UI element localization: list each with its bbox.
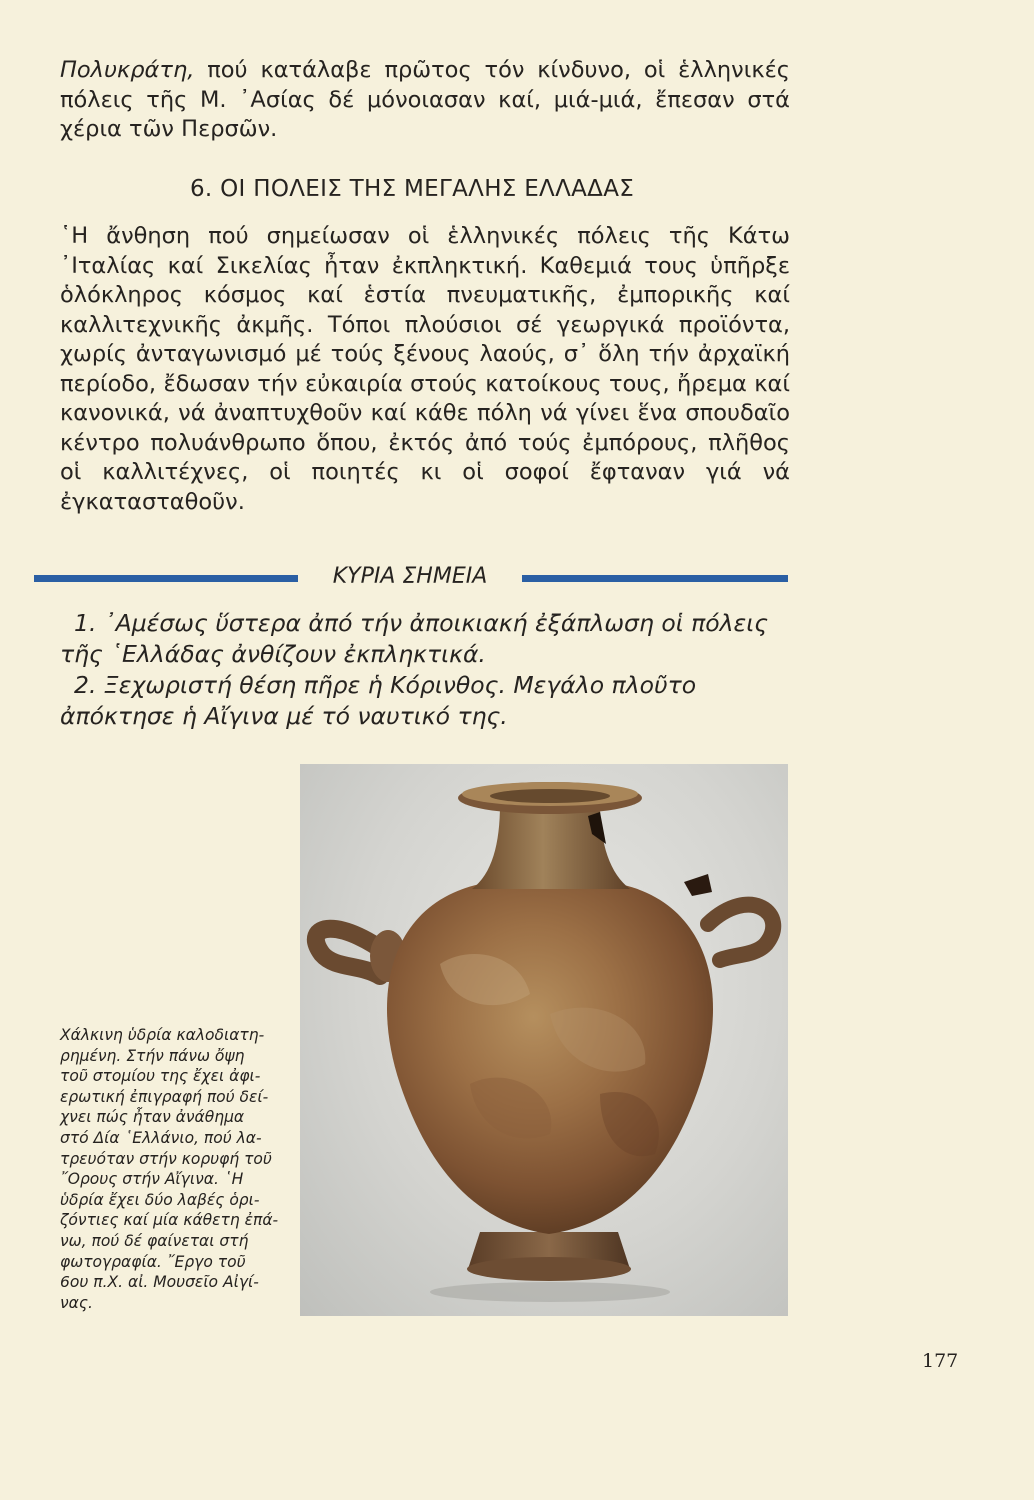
key-points-rule-left	[34, 575, 298, 582]
caption-line: νω, πού δέ φαίνεται στή	[60, 1231, 249, 1250]
page-number: 177	[922, 1350, 959, 1372]
caption-line: ῎Ορους στήν Αἴγινα. ῾Η	[60, 1170, 244, 1189]
caption-line: τοῦ στομίου της ἔχει ἀφι-	[60, 1067, 261, 1086]
caption-line: τρευόταν στήν κορυφή τοῦ	[60, 1149, 272, 1168]
intro-paragraph	[60, 56, 790, 145]
caption-line: ερωτική ἐπιγραφή πού δεί-	[60, 1087, 269, 1106]
key-points-header	[34, 564, 788, 594]
key-point: 2. Ξεχωριστή θέση πῆρε ἡ Κόρινθος. Μεγάλο πλοῦτο ἀπόκτησε ἡ Αἴγινα μέ τό ναυτικό της.	[60, 671, 697, 730]
caption-line: Χάλκινη ὑδρία καλοδιατη-	[60, 1026, 265, 1044]
intro-lead: Πολυκράτη,	[60, 57, 195, 83]
caption-line: ρημένη. Στήν πάνω ὄψη	[60, 1046, 245, 1065]
key-points-title: ΚΥΡΙΑ ΣΗΜΕΙΑ	[332, 564, 488, 589]
hydria-photo	[300, 764, 788, 1316]
intro-rest: πού κατάλαβε πρῶτος τόν κίνδυνο, οἱ ἑλληνικές πόλεις τῆς Μ. ᾿Ασίας δέ μόνοιασαν καί, μιά-μιά, ἔπεσαν στά χέρια τῶν Περσῶν.	[60, 57, 790, 142]
key-point: 1. ᾿Αμέσως ὕστερα ἀπό τήν ἀποικιακή ἐξάπλωση οἱ πόλεις τῆς ῾Ελλάδας ἀνθίζουν ἐκπληκτικά.	[60, 609, 768, 668]
key-points-rule-right	[522, 575, 788, 582]
section-heading: 6. ΟΙ ΠΟΛΕΙΣ ΤΗΣ ΜΕΓΑΛΗΣ ΕΛΛΑΔΑΣ	[190, 176, 635, 202]
bronze-hydria-illustration	[300, 764, 788, 1316]
caption-line: νας.	[60, 1293, 93, 1312]
caption-line: φωτογραφία. ῎Εργο τοῦ	[60, 1252, 246, 1271]
section-body: ῾Η ἄνθηση πού σημείωσαν οἱ ἑλληνικές πόλεις τῆς Κάτω ᾿Ιταλίας καί Σικελίας ἦταν ἐκπληκτική. Καθεμιά τους ὑπῆρξε ὁλόκληρος κόσμος καί ἑστία πνευματικῆς, ἐμπορικῆς καί καλλιτεχνικῆς ἀκμῆς. Τόποι πλούσιοι σέ γεωργικά προϊόντα, χωρίς ἀνταγωνισμό μέ τούς ξένους λαούς, σ᾿ ὅλη τήν ἀρχαϊκή περίοδο, ἔδωσαν τήν εὐκαιρία στούς κατοίκους τους, ἤρεμα καί κανονικά, νά ἀναπτυχθοῦν καί κάθε πόλη νά γίνει ἕνα σπουδαῖο κέντρο πολυάνθρωπο ὅπου, ἐκτός ἀπό τούς ἐμπόρους, πλῆθος οἱ καλλιτέχνες, οἱ ποιητές κι οἱ σοφοί ἔφταναν γιά νά ἐγκατασταθοῦν.	[60, 223, 790, 515]
caption-line: στό Δία ῾Ελλάνιο, πού λα-	[60, 1128, 262, 1147]
caption-line: ζόντιες καί μία κάθετη ἐπά-	[60, 1211, 279, 1230]
caption-line: ὑδρία ἔχει δύο λαβές ὁρι-	[60, 1190, 260, 1209]
caption-line: χνει πώς ἦταν ἀνάθημα	[60, 1108, 245, 1127]
caption-line: 6ου π.Χ. αἰ. Μουσεῖο Αἰγί-	[60, 1273, 259, 1292]
photo-caption	[60, 1025, 282, 1313]
key-points-list	[60, 608, 790, 732]
